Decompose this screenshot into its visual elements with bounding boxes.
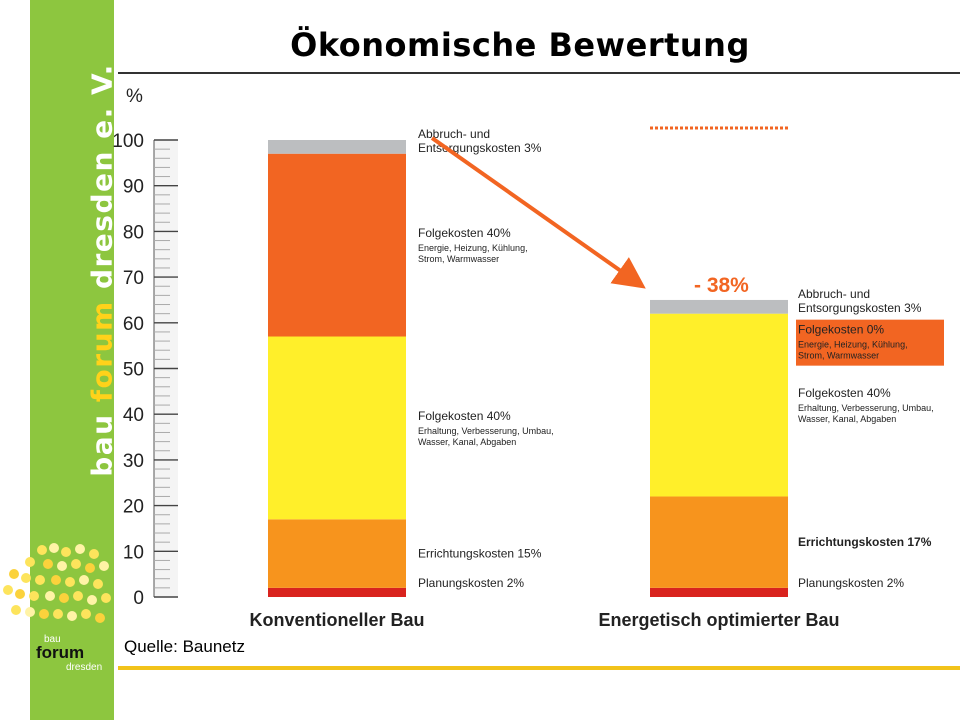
- segment-label: [798, 386, 934, 424]
- y-tick-label: 80: [122, 222, 144, 244]
- segment-label-line: Strom, Warmwasser: [798, 350, 880, 361]
- y-tick-label: 40: [122, 405, 144, 427]
- logo-text-bau: bau: [44, 634, 61, 645]
- y-axis-label: %: [126, 86, 143, 107]
- segment-label-line: Entsorgungskosten 3%: [418, 141, 542, 155]
- sidebar-text-dresden: dresden e. V.: [85, 63, 119, 301]
- segment-label-line: Strom, Warmwasser: [418, 254, 500, 265]
- bar-segment: [650, 300, 788, 314]
- footer-accent-line: [118, 666, 960, 670]
- sidebar-text-forum: forum: [85, 300, 119, 403]
- segment-label: [796, 320, 944, 366]
- stacked-bar-chart: [112, 74, 956, 638]
- bar-segment: [650, 496, 788, 587]
- y-tick-label: 90: [122, 176, 144, 198]
- y-tick-label: 20: [122, 496, 144, 518]
- logo-dot-pattern: [3, 543, 111, 623]
- segment-label-line: Planungskosten 2%: [418, 576, 525, 590]
- y-tick-label: 30: [122, 450, 144, 472]
- bar-segment: [268, 140, 406, 154]
- segment-label-line: Entsorgungskosten 3%: [798, 300, 922, 315]
- segment-label-line: Erhaltung, Verbesserung, Umbau,: [798, 403, 934, 414]
- logo-text-dresden: dresden: [66, 662, 103, 673]
- segment-label-line: Energie, Heizung, Kühlung,: [418, 243, 528, 254]
- segment-label-line: Abbruch- und: [798, 286, 871, 301]
- x-category-label: Energetisch optimierter Bau: [598, 610, 840, 630]
- segment-label-line: Planungskosten 2%: [798, 576, 905, 590]
- segment-label-line: Wasser, Kanal, Abgaben: [798, 414, 897, 425]
- y-tick-label: 100: [112, 131, 144, 152]
- chart-area: [112, 74, 956, 638]
- sidebar-vertical-text: [86, 63, 119, 477]
- segment-label-line: Folgekosten 40%: [798, 386, 891, 401]
- y-tick-label: 50: [122, 359, 144, 381]
- bar-segment: [268, 588, 406, 597]
- bar-segment: [268, 337, 406, 520]
- segment-label-line: Wasser, Kanal, Abgaben: [418, 436, 517, 447]
- y-tick-label: 70: [122, 268, 144, 290]
- y-tick-label: 10: [122, 542, 144, 564]
- segment-label-line: Folgekosten 0%: [798, 322, 885, 337]
- segment-label: [798, 576, 904, 590]
- y-tick-label: 0: [133, 588, 144, 609]
- segment-label-line: Abbruch- und: [418, 127, 491, 141]
- bar-segment: [268, 519, 406, 588]
- reduction-annotation: - 38%: [694, 273, 749, 297]
- segment-label: [798, 287, 922, 315]
- y-tick-label: 60: [122, 313, 144, 335]
- segment-label: [798, 535, 932, 549]
- segment-label: [418, 576, 524, 590]
- segment-label-line: Errichtungskosten 15%: [418, 546, 542, 561]
- segment-label: [418, 226, 528, 264]
- bar-segment: [650, 588, 788, 597]
- source-note: Quelle: Baunetz: [124, 637, 245, 656]
- bau-forum-logo: [0, 540, 118, 675]
- bar-segment: [650, 314, 788, 497]
- x-category-label: Konventioneller Bau: [249, 610, 425, 630]
- bar-segment: [268, 154, 406, 337]
- logo-text-forum: forum: [36, 643, 85, 662]
- segment-label: [418, 547, 542, 561]
- segment-label: [418, 409, 554, 447]
- segment-label-line: Errichtungskosten 17%: [798, 535, 932, 550]
- segment-label-line: Energie, Heizung, Kühlung,: [798, 339, 908, 350]
- slide-title: Ökonomische Bewertung: [290, 26, 750, 64]
- segment-label-line: Erhaltung, Verbesserung, Umbau,: [418, 425, 554, 436]
- sidebar-text-bau: bau: [85, 402, 119, 477]
- segment-label-line: Folgekosten 40%: [418, 226, 511, 241]
- segment-label-line: Folgekosten 40%: [418, 408, 511, 423]
